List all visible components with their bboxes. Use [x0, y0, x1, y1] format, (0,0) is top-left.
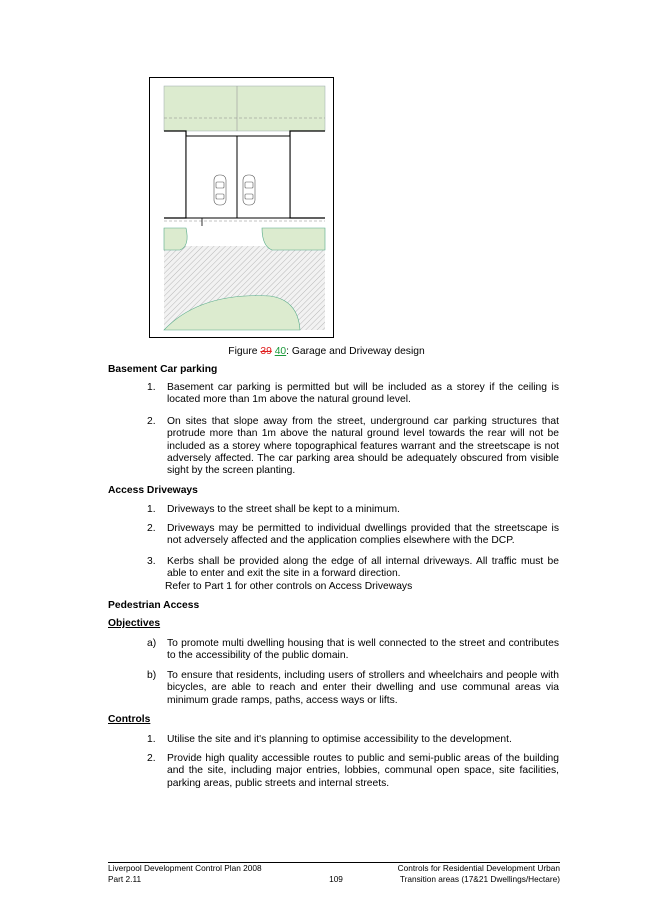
footer-section-subtitle: Transition areas (17&21 Dwellings/Hectare): [399, 874, 560, 884]
basement-heading: Basement Car parking: [108, 364, 218, 375]
garden-area-top: [164, 86, 325, 131]
item-text: To promote multi dwelling housing that is well connected to the street and contributes to the accessibility of the public domain.: [167, 638, 559, 662]
caption-inserted-number: 40: [274, 346, 287, 357]
footer-doc-title: Liverpool Development Control Plan 2008: [108, 863, 262, 873]
footer-left: [108, 863, 262, 885]
footer-right: [330, 863, 560, 885]
car-right-icon: [243, 175, 255, 205]
caption-text: : Garage and Driveway design: [286, 346, 425, 357]
item-text: Basement car parking is permitted but will be included as a storey if the ceiling is located more than 1m above the natural ground level.: [167, 382, 559, 406]
access-driveways-heading: Access Driveways: [108, 485, 198, 496]
item-number: 2.: [147, 753, 156, 764]
item-number: 1.: [147, 382, 156, 393]
garage-driveway-figure: [149, 77, 334, 338]
item-number: a): [147, 638, 157, 649]
item-text: Provide high quality accessible routes to public and semi-public areas of the building and the site, including major entries, lobbies, communal open space, site facilities, parking areas, public streets and internal streets.: [167, 753, 559, 789]
figure-caption: [0, 346, 653, 357]
car-left-icon: [214, 175, 226, 205]
item-text: Utilise the site and it's planning to optimise accessibility to the development.: [167, 734, 512, 745]
item-text: Kerbs shall be provided along the edge of all internal driveways. All traffic must be able to enter and exit the site in a forward direction.: [167, 556, 559, 580]
item-text: On sites that slope away from the street, underground car parking structures that protrude more than 1m above the natural ground level towards the rear will not be included as a storey where topographical features warrant and the streetscape is not adversely affected. The car parking area should be adequately obscured from visible sight by the screen planting.: [167, 416, 559, 477]
page-number: 109: [329, 874, 343, 884]
controls-heading: Controls: [108, 714, 151, 725]
item-number: 1.: [147, 504, 156, 515]
access-driveways-note: Refer to Part 1 for other controls on Access Driveways: [165, 581, 413, 592]
pedestrian-access-heading: Pedestrian Access: [108, 600, 200, 611]
garage-left: [186, 136, 237, 218]
item-number: 2.: [147, 523, 156, 534]
item-number: 2.: [147, 416, 156, 427]
front-garden-right: [262, 228, 325, 250]
objectives-heading: Objectives: [108, 618, 161, 629]
garage-driveway-plan-drawing: [150, 78, 333, 337]
footer-section-title: Controls for Residential Development Urban: [397, 863, 560, 873]
footer-part: Part 2.11: [108, 874, 142, 884]
item-number: 3.: [147, 556, 156, 567]
front-garden-left: [164, 228, 187, 250]
item-text: Driveways may be permitted to individual dwellings provided that the streetscape is not adversely affected and the application complies elsewhere with the DCP.: [167, 523, 559, 547]
caption-struck-number: 39: [260, 346, 272, 357]
item-text: Driveways to the street shall be kept to a minimum.: [167, 504, 400, 515]
item-number: 1.: [147, 734, 156, 745]
caption-prefix: Figure: [228, 346, 258, 357]
item-text: To ensure that residents, including users of strollers and wheelchairs and people with bicycles, are able to reach and enter their dwelling and use communal areas via minimum grade ramps, paths, access ways or lifts.: [167, 670, 559, 706]
item-number: b): [147, 670, 157, 681]
